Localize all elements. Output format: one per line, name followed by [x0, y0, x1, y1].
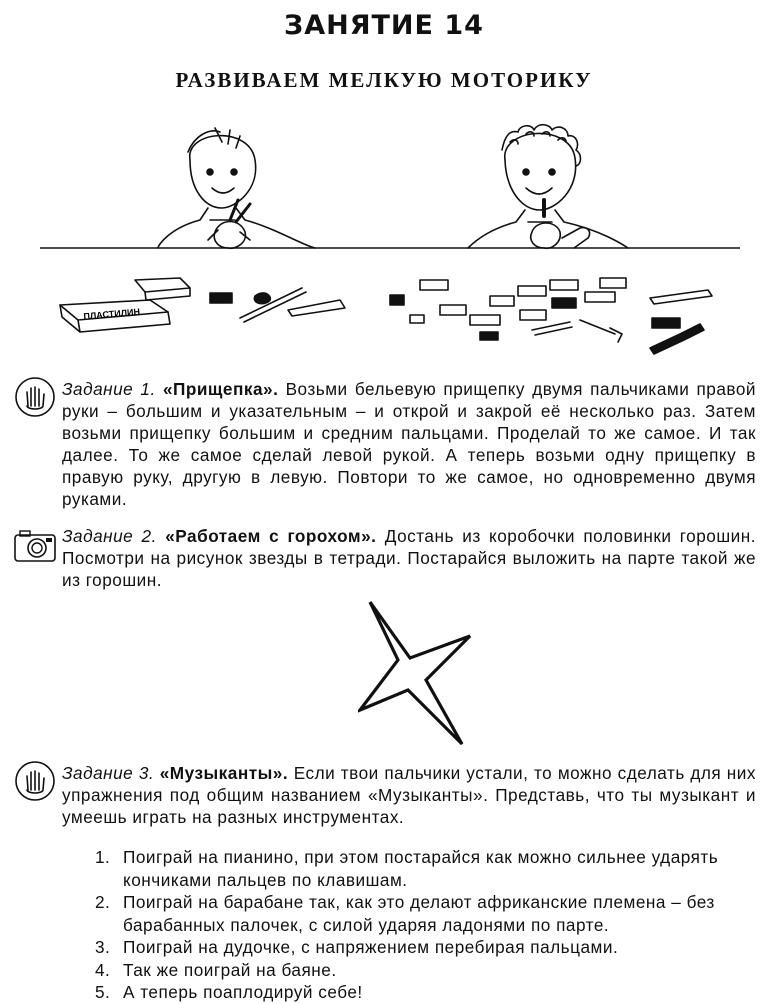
camera-icon [12, 526, 58, 566]
page-subtitle: РАЗВИВАЕМ МЕЛКУЮ МОТОРИКУ [175, 68, 593, 92]
task-lead: Задание 2. [62, 526, 157, 546]
list-item: 2. Поиграй на барабане так, как это делают африканские племена – без барабанных палочек, с силой ударяя ладонями по парте. [95, 892, 715, 935]
plasticine-box-label: ПЛАСТИЛИН [83, 306, 141, 322]
task-text: Достань из коробочки половинки горошин. Посмотри на рисунок звезды в тетради. Постарайся выложить на парте такой же из горошин. [62, 526, 756, 590]
page-title: ЗАНЯТИЕ 14 [284, 10, 484, 41]
task-3 [62, 762, 756, 828]
task-lead: Задание 3. [62, 763, 155, 783]
list-item: 1. Поиграй на пианино, при этом постарайся как можно сильнее ударять кончиками пальцев по клавишам. [95, 847, 719, 890]
task-lead: Задание 1. [62, 379, 156, 399]
list-item: 3. Поиграй на дудочке, с напряжением перебирая пальцами. [95, 937, 619, 957]
task-2 [62, 525, 756, 591]
list-item: 4. Так же поиграй на баяне. [95, 959, 337, 980]
hand-icon [14, 376, 56, 418]
task-name: «Музыканты». [159, 763, 289, 783]
task-1 [62, 378, 756, 510]
task-text: Если твои пальчики устали, то можно сделать для них упражнения под общим названием «Музыканты». Представь, что ты музыкант и умеешь играть на разных инструментах. [62, 763, 756, 827]
task-text: Возьми бельевую прищепку двумя пальчиками правой руки – большим и указательным – и открой и закрой её несколько раз. Затем возьми прищепку большим и средним пальцами. Проделай то же самое. И так далее. То же самое сделай левой рукой. А теперь возьми одну прищепку в правую руку, другую в левую. Повтори то же самое, но одновременно двумя руками. [62, 379, 757, 509]
task-name: «Прищепка». [162, 379, 279, 399]
steps-list [95, 846, 755, 1004]
list-item: 5. А теперь поаплодируй себе! [95, 982, 363, 1002]
children-at-desk-illustration [40, 120, 740, 365]
star-outline-figure [358, 598, 478, 748]
hand-icon [14, 760, 56, 802]
task-name: «Работаем с горохом». [165, 526, 377, 546]
